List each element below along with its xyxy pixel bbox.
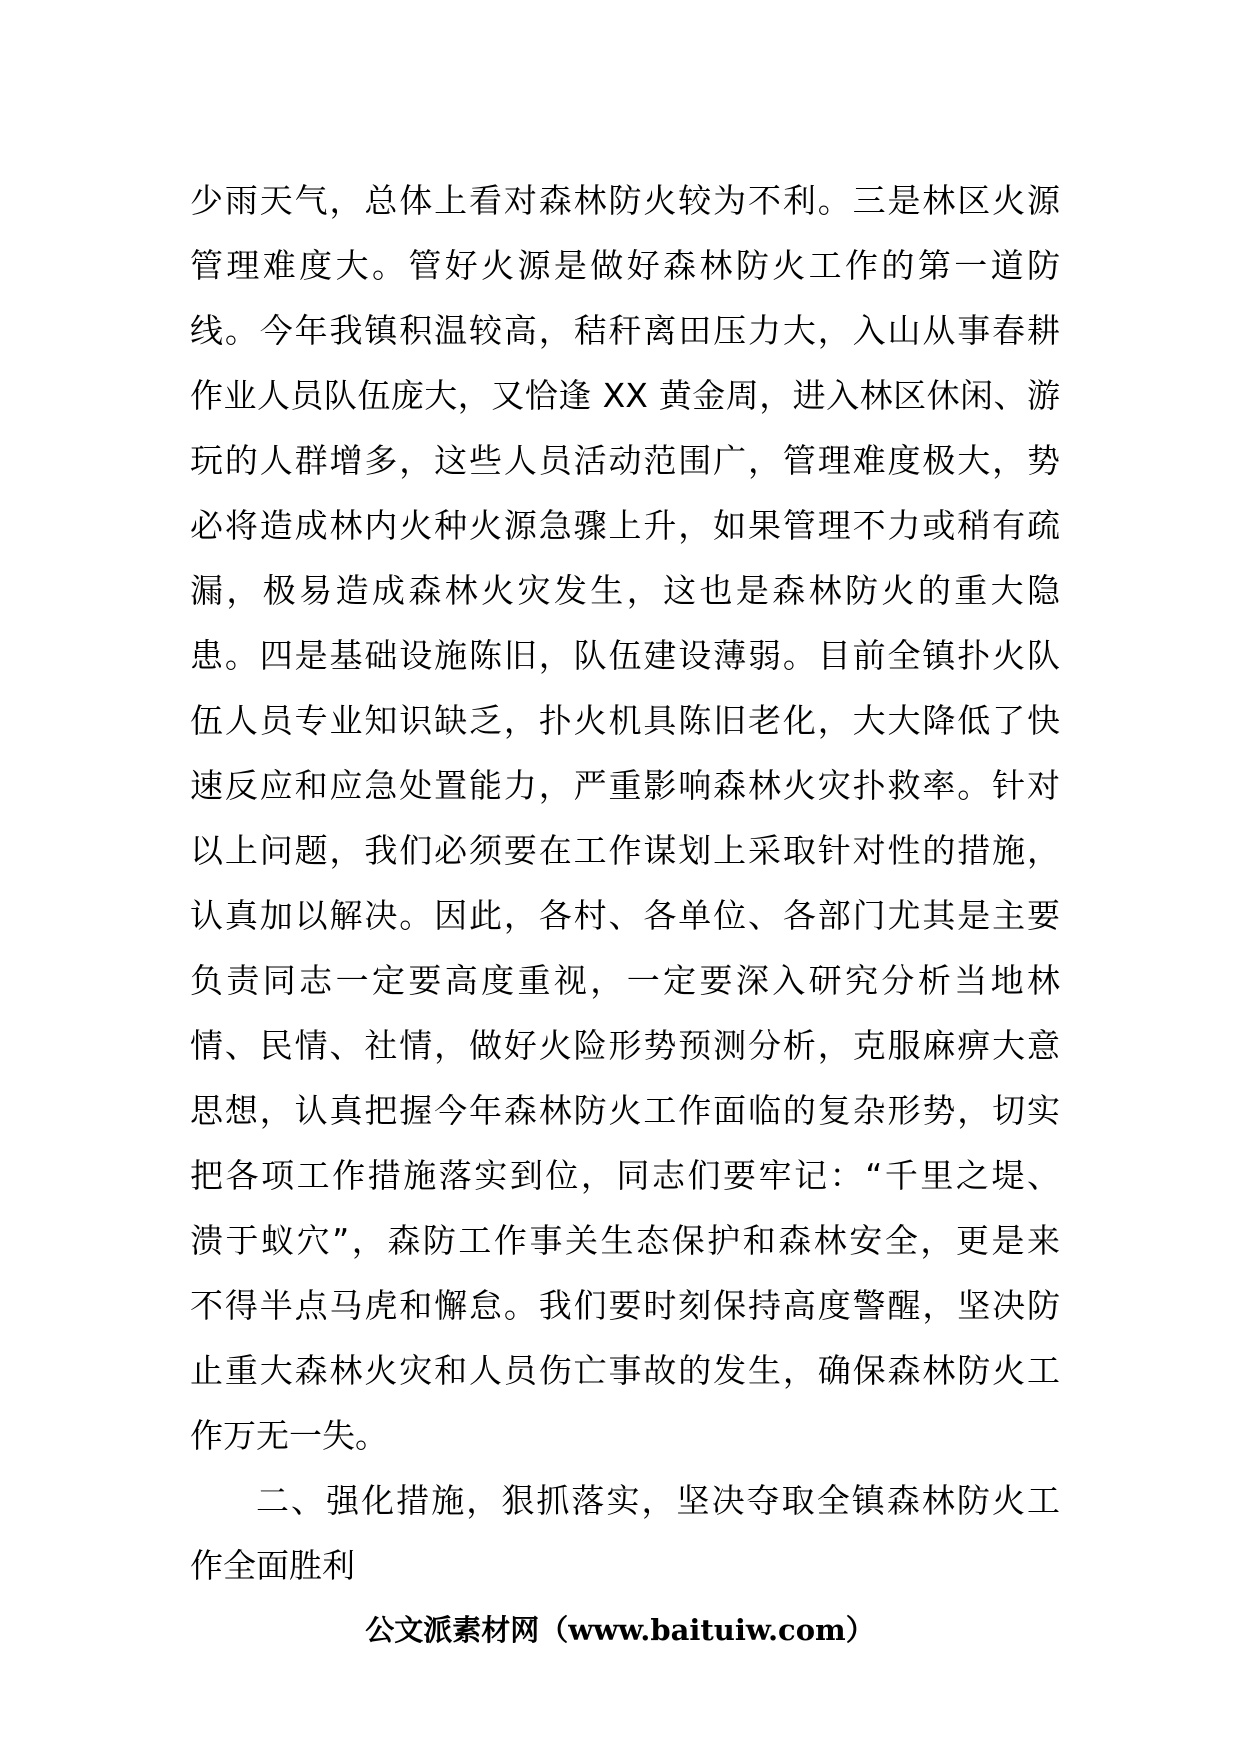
paragraph: [190, 168, 1060, 1468]
text-line: 伍人员专业知识缺乏，扑火机具陈旧老化，大大降低了快: [190, 701, 1060, 740]
footer-watermark: 公文派素材网（www.baituiw.com）: [365, 1613, 875, 1647]
text-line: 漏，极易造成森林火灾发生，这也是森林防火的重大隐: [190, 571, 1060, 610]
text-line: 以上问题，我们必须要在工作谋划上采取针对性的措施，: [190, 831, 1060, 870]
heading-line: 二、强化措施，狠抓落实，坚决夺取全镇森林防火工: [256, 1481, 1060, 1520]
text-line: 作万无一失。: [190, 1416, 388, 1455]
text-line: 管理难度大。管好火源是做好森林防火工作的第一道防: [190, 246, 1060, 285]
heading-line: 作全面胜利: [190, 1546, 355, 1585]
section-heading: [190, 1468, 1060, 1598]
text-line: 不得半点马虎和懈怠。我们要时刻保持高度警醒，坚决防: [190, 1286, 1060, 1325]
text-line: 思想，认真把握今年森林防火工作面临的复杂形势，切实: [190, 1091, 1060, 1130]
text-line: 线。今年我镇积温较高，秸秆离田压力大，入山从事春耕: [190, 311, 1060, 350]
text-line: 溃于蚁穴”，森防工作事关生态保护和森林安全，更是来: [190, 1221, 1060, 1260]
text-line: 少雨天气，总体上看对森林防火较为不利。三是林区火源: [190, 181, 1060, 220]
text-line: 止重大森林火灾和人员伤亡事故的发生，确保森林防火工: [190, 1351, 1060, 1390]
document-body: [190, 168, 1060, 1598]
text-line: 负责同志一定要高度重视，一定要深入研究分析当地林: [190, 961, 1060, 1000]
text-line: 把各项工作措施落实到位，同志们要牢记：“千里之堤、: [190, 1156, 1060, 1195]
text-line: 情、民情、社情，做好火险形势预测分析，克服麻痹大意: [190, 1026, 1060, 1065]
text-line: 作业人员队伍庞大，又恰逢 XX 黄金周，进入林区休闲、游: [190, 376, 1060, 415]
text-line: 玩的人群增多，这些人员活动范围广，管理难度极大，势: [190, 441, 1060, 480]
text-line: 速反应和应急处置能力，严重影响森林火灾扑救率。针对: [190, 766, 1060, 805]
text-line: 必将造成林内火种火源急骤上升，如果管理不力或稍有疏: [190, 506, 1060, 545]
text-line: 认真加以解决。因此，各村、各单位、各部门尤其是主要: [190, 896, 1060, 935]
text-line: 患。四是基础设施陈旧，队伍建设薄弱。目前全镇扑火队: [190, 636, 1060, 675]
